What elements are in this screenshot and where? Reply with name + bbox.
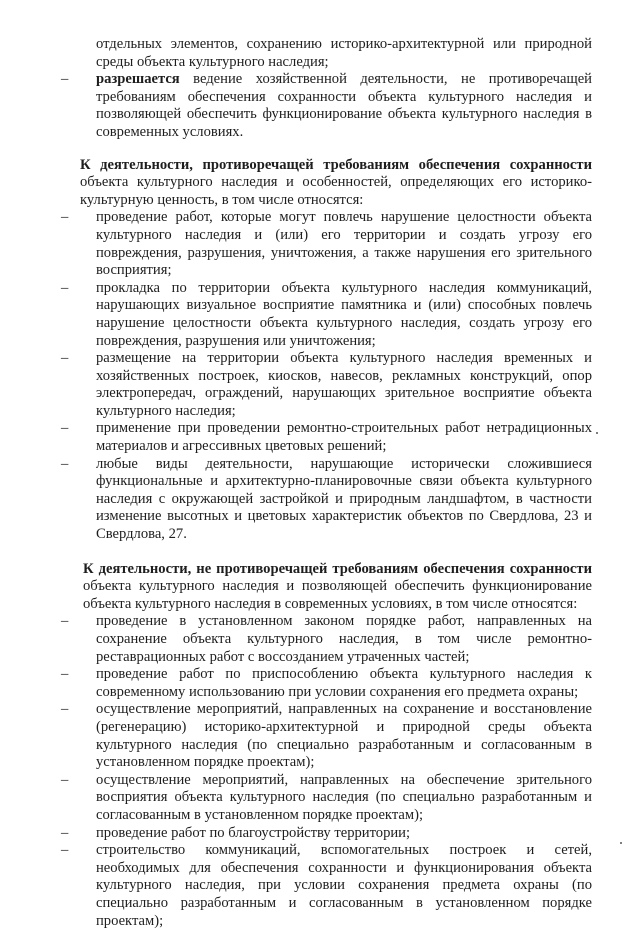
- list-item-text: осуществление мероприятий, направленных на обеспечение зрительного восприятия объекта культурного наследия (по специально разработанным и согласованным в установленном порядке проектам);: [96, 771, 592, 823]
- scan-speck: [620, 842, 622, 844]
- list-item-text: проведение в установленном законом порядке работ, направленных на сохранение объекта культурного наследия, в том числе ремонтно-реставрационных работ с воссозданием утраченных частей;: [96, 613, 592, 665]
- list-item-text: осуществление мероприятий, направленных на сохранение и восстановление (регенерацию) историко-архитектурной и природной среды объекта культурного наследия (по специально разработанным и согласованным в установленном порядке проектам);: [96, 701, 592, 771]
- list-item: [59, 350, 592, 420]
- bullet-dash: –: [61, 771, 69, 788]
- list-item-text: размещение на территории объекта культурного наследия временных и хозяйственных построек, киосков, навесов, рекламных конструкций, опор электропередач, ограждений, нарушающих зрительное восприятие объекта культурного наследия;: [96, 350, 592, 419]
- list-item: [59, 666, 592, 701]
- list-item-text: проведение работ, которые могут повлечь нарушение целостности объекта культурного наследия и (или) его территории и создать угрозу его повреждения, разрушения, уничтожения, а также нарушения его зрительного восприятия;: [96, 209, 592, 279]
- list-item: [59, 456, 592, 544]
- list-item-allowed: [59, 71, 592, 141]
- permitted-list: [59, 613, 592, 930]
- list-item-text: любые виды деятельности, нарушающие исторически сложившиеся функциональные и архитектурно-планировочные связи объекта культурного наследия с окружающей застройкой и природным ландшафтом, в частности изменение высотных и цветовых характеристик объектов по Свердлова, 23 и Свердлова, 27.: [96, 455, 592, 543]
- list-item-text: строительство коммуникаций, вспомогательных построек и сетей, необходимых для обеспечения сохранности и функционирования объекта культурного наследия, при условии сохранения предмета охраны (по специально разработанным и согласованным в установленном порядке проектам);: [96, 842, 592, 929]
- bullet-dash: –: [61, 824, 69, 841]
- bullet-dash: –: [61, 701, 69, 718]
- bullet-dash: –: [61, 455, 69, 472]
- scan-speck: [596, 432, 598, 434]
- list-item: [59, 701, 592, 771]
- list-item: [59, 613, 592, 666]
- page-content: [61, 36, 592, 930]
- top-fragment: отдельных элементов, сохранению историко-архитектурной или природной среды объекта культурного наследия;: [96, 36, 592, 70]
- bold-keyword: разрешается: [96, 71, 180, 88]
- list-item: [59, 280, 592, 350]
- bullet-dash: –: [61, 842, 69, 859]
- list-item: [59, 209, 592, 279]
- list-item-text: проведение работ по приспособлению объекта культурного наследия к современному использованию при условии сохранения его предмета охраны;: [96, 666, 592, 700]
- prohibited-list: [59, 209, 592, 543]
- list-item: [59, 420, 592, 455]
- bullet-dash: –: [61, 420, 69, 437]
- bullet-dash: –: [61, 209, 69, 226]
- bullet-dash: –: [61, 350, 69, 367]
- bullet-dash: –: [61, 279, 69, 296]
- bullet-dash: –: [61, 613, 69, 630]
- list-item: [59, 772, 592, 825]
- list-item-text: проведение работ по благоустройству территории;: [96, 824, 411, 841]
- bullet-dash: –: [61, 71, 69, 88]
- list-item: [59, 842, 592, 930]
- list-item-text: прокладка по территории объекта культурного наследия коммуникаций, нарушающих визуальное восприятие памятника и (или) способных повлечь нарушение целостности объекта культурного наследия, создать угрозу его повреждения, разрушения или уничтожения;: [96, 279, 592, 349]
- bullet-dash: –: [61, 666, 69, 683]
- section-heading-prohibited: К деятельности, противоречащей требованиям обеспечения сохранности объекта культурного наследия и особенностей, определяющих его историко-культурную ценность, в том числе относятся:: [80, 156, 592, 208]
- list-item-text: применение при проведении ремонтно-строительных работ нетрадиционных материалов и агрессивных цветовых решений;: [96, 420, 592, 455]
- list-item-text: разрешается ведение хозяйственной деятельности, не противоречащей требованиям обеспечения сохранности объекта культурного наследия и позволяющей обеспечить функционирование объекта культурного наследия в современных условиях.: [96, 71, 592, 140]
- section-heading-permitted: К деятельности, не противоречащей требованиям обеспечения сохранности объекта культурного наследия и позволяющей обеспечить функционирование объекта культурного наследия в современных условиях, в том числе относятся:: [83, 560, 592, 612]
- list-item: [59, 825, 592, 843]
